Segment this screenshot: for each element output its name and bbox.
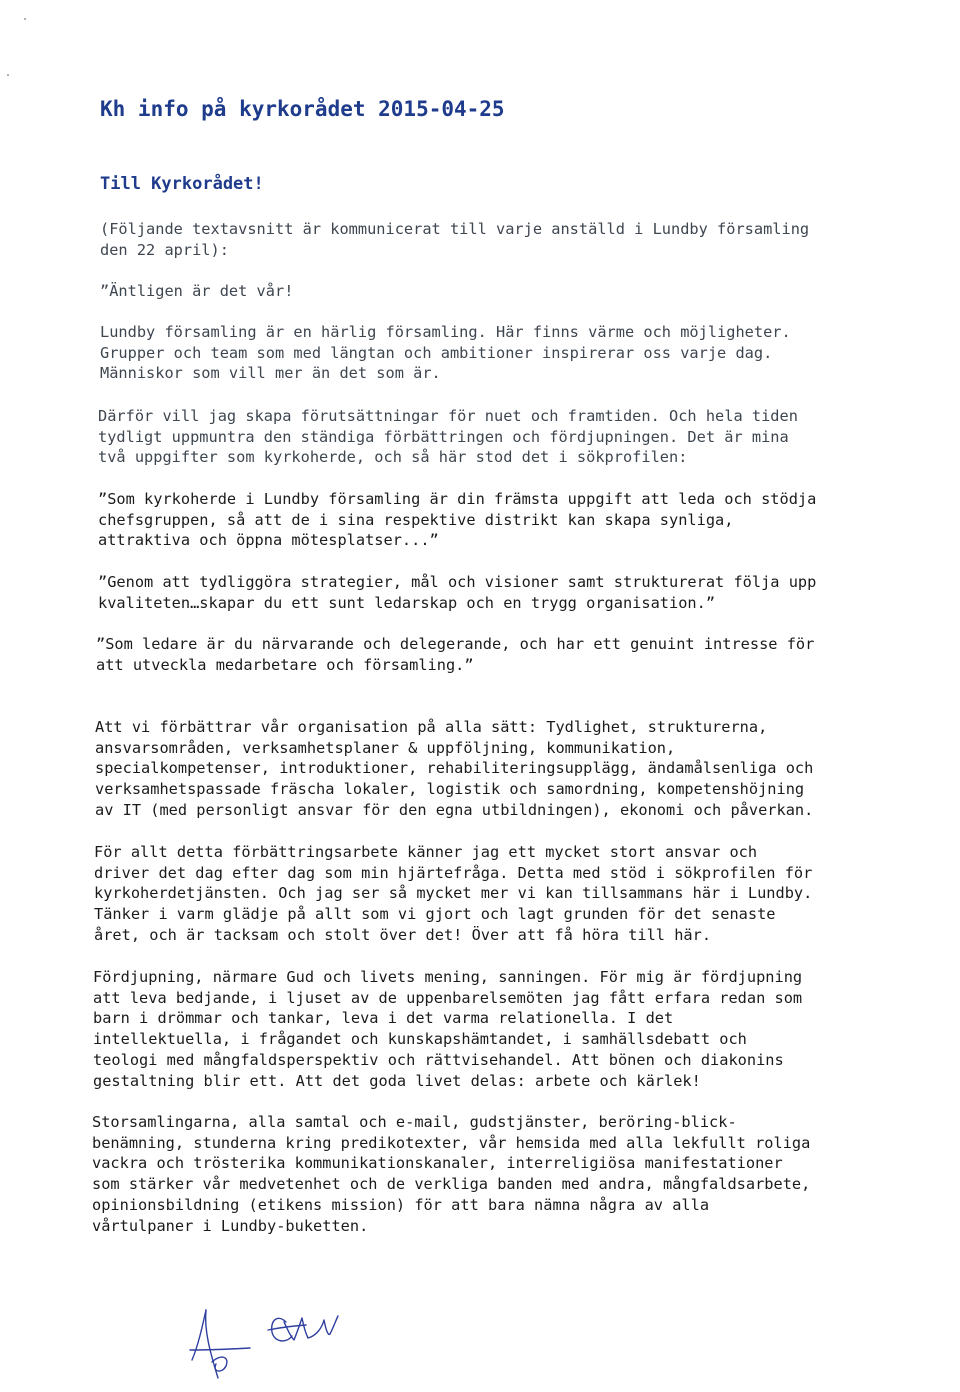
paragraph-profile-quote-2: ”Genom att tydliggöra strategier, mål och visioner samt strukturerat följa upp kvaliteten…skapar du ett sunt ledarskap och en trygg organisation.” bbox=[98, 573, 817, 612]
paragraph-profile-quote-3: ”Som ledare är du närvarande och delegerande, och har ett genuint intresse för att utveckla medarbetare och församling.” bbox=[96, 635, 815, 674]
paragraph-gatherings: Storsamlingarna, alla samtal och e-mail, gudstjänster, beröring-blick- benämning, stunderna kring predikotexter, vår hemsida med alla lekfullt roliga vackra och trösterika kommunikationskanaler, interreligiösa manifestationer som stärker vår medvetenhet och de verkliga banden med andra, mångfaldsarbete, opinionsbildning (etikens mission) för att bara nämna några av alla vårtulpaner i Lundby-buketten. bbox=[92, 1113, 811, 1235]
paragraph-parish: Lundby församling är en härlig församling. Här finns värme och möjligheter. Grupper och team som med längtan och ambitioner inspirerar oss varje dag. Människor som vill mer än det som är. bbox=[100, 323, 791, 383]
paragraph-quote-opening: ”Äntligen är det vår! bbox=[100, 282, 294, 300]
scan-speck bbox=[7, 74, 9, 76]
paragraph-profile-quote-1: ”Som kyrkoherde i Lundby församling är din främsta uppgift att leda och stödja chefsgruppen, så att de i sina respektive distrikt kan skapa synliga, attraktiva och öppna mötesplatser...” bbox=[98, 490, 817, 550]
handwritten-signature-initials bbox=[188, 1300, 358, 1382]
paragraph-purpose: Därför vill jag skapa förutsättningar för nuet och framtiden. Och hela tiden tydligt uppmuntra den ständiga förbättringen och fördjupningen. Det är mina två uppgifter som kyrkoherde, och så här stod det i sökprofilen: bbox=[98, 407, 798, 467]
document-title: Kh info på kyrkorådet 2015-04-25 bbox=[100, 97, 505, 121]
greeting: Till Kyrkorådet! bbox=[100, 174, 264, 194]
paragraph-improvement: För allt detta förbättringsarbete känner jag ett mycket stort ansvar och driver det dag efter dag som min hjärtefråga. Detta med stöd i sökprofilen för kyrkoherdetjänsten. Och jag ser så mycket mer vi kan tillsammans här i Lundby. Tänker i varm glädje på allt som vi gjort och lagt grunden för det senaste året, och är tacksam och stolt över det! Över att få höra till här. bbox=[94, 843, 813, 944]
paragraph-intro: (Följande textavsnitt är kommunicerat till varje anställd i Lundby församling den 22 april): bbox=[100, 220, 810, 259]
paragraph-organisation: Att vi förbättrar vår organisation på alla sätt: Tydlighet, strukturerna, ansvarsområden, verksamhetsplaner & uppföljning, kommunikation, specialkompetenser, introduktioner, rehabiliteringsupplägg, ändamålsenliga och verksamhetspassade fräscha lokaler, logistik och samordning, kompetenshöjning av IT (med personligt ansvar för den egna utbildningen), ekonomi och påverkan. bbox=[95, 718, 814, 819]
scan-speck bbox=[24, 18, 26, 20]
paragraph-deepening: Fördjupning, närmare Gud och livets mening, sanningen. För mig är fördjupning att leva bedjande, i ljuset av de uppenbarelsemöten jag fått erfara redan som barn i drömmar och tankar, leva i det varma relationella. I det intellektuella, i frågandet och kunskapshämtandet, i samhällsdebatt och teologi med mångfaldsperspektiv och rättvisehandel. Att bönen och diakonins gestaltning blir ett. Att det goda livet delas: arbete och kärlek! bbox=[93, 968, 803, 1090]
